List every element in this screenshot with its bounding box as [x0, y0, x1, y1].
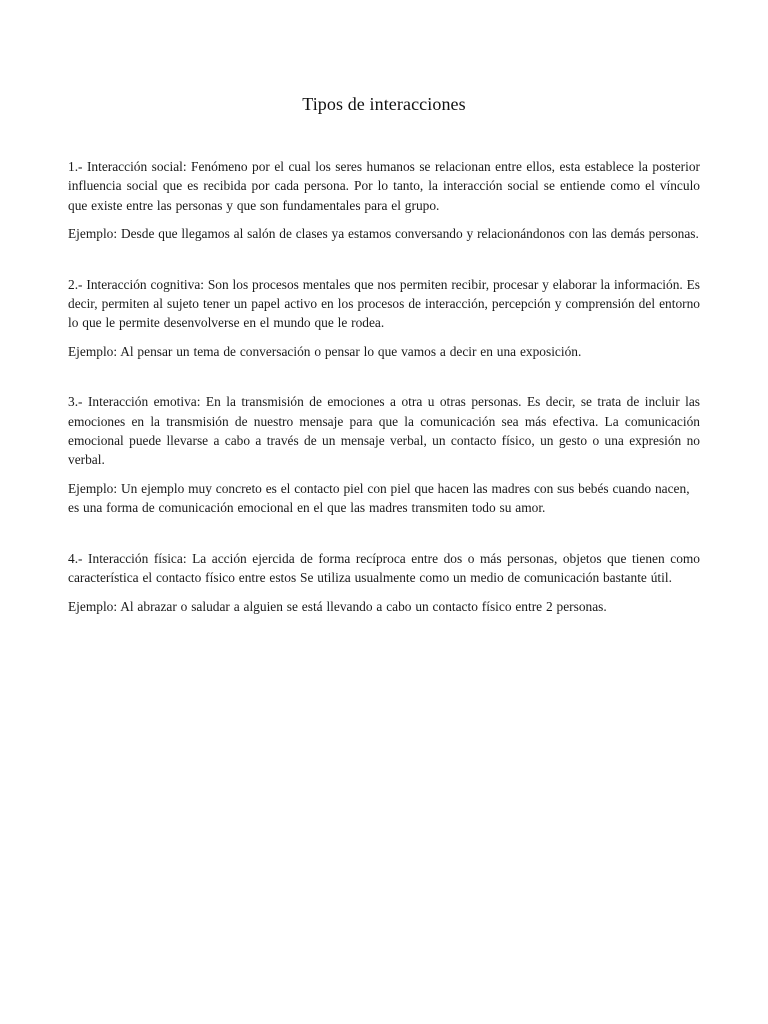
section-example: Ejemplo: Al abrazar o saludar a alguien se está llevando a cabo un contacto físico entre 2 personas.: [68, 598, 607, 614]
section-interaccion-emotiva: [68, 392, 700, 517]
document-body: [68, 157, 700, 616]
section-interaccion-social: [68, 157, 700, 244]
section-text: 1.- Interacción social: Fenómeno por el cual los seres humanos se relacionan entre ellos, esta establece la posterior influencia social que es recibida por cada persona. Por lo tanto, la interacción social se entiende como el vínculo que existe entre las personas y que son fundamentales para el grupo.: [68, 159, 700, 213]
section-text: 2.- Interacción cognitiva: Son los procesos mentales que nos permiten recibir, procesar y elaborar la información. Es decir, permiten al sujeto tener un papel activo en los procesos de interacción, percepción y comprensión del entorno lo que le permite desenvolverse en el mundo que le rodea.: [68, 276, 700, 331]
document-title: Tipos de interacciones: [302, 94, 466, 114]
section-interaccion-fisica: [68, 549, 700, 616]
section-example: Ejemplo: Un ejemplo muy concreto es el contacto piel con piel que hacen las madres con sus bebés cuando nacen, es una forma de comunicación emocional en el que las madres transmiten todo su amor.: [68, 480, 690, 516]
section-text: 4.- Interacción física: La acción ejercida de forma recíproca entre dos o más personas, objetos que tienen como característica el contacto físico entre estos Se utiliza usualmente como un medio de comunicación bastante útil.: [68, 550, 700, 586]
section-example: Ejemplo: Al pensar un tema de conversación o pensar lo que vamos a decir en una exposición.: [68, 343, 582, 359]
section-example: Ejemplo: Desde que llegamos al salón de clases ya estamos conversando y relacionándonos con las demás personas.: [68, 226, 699, 242]
section-text: 3.- Interacción emotiva: En la transmisión de emociones a otra u otras personas. Es decir, se trata de incluir las emociones en la transmisión de nuestro mensaje para que la comunicación sea más efectiva. La comunicación emocional puede llevarse a cabo a través de un mensaje verbal, un contacto físico, un gesto o una expresión no verbal.: [68, 394, 700, 468]
section-interaccion-cognitiva: [68, 275, 700, 362]
